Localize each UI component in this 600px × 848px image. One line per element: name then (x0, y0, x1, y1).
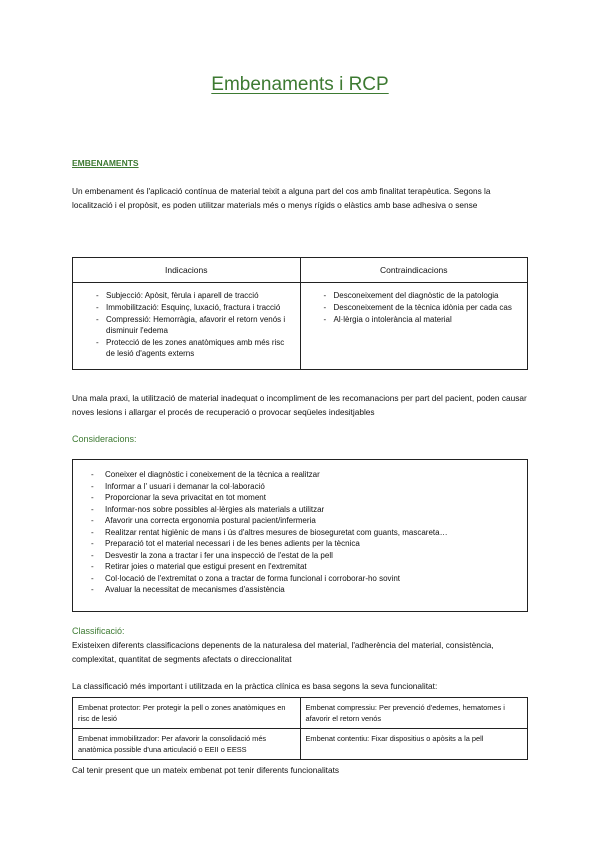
considerations-list (73, 469, 527, 596)
list-item: - Informar-nos sobre possibles al·lèrgies als materials a utilitzar (73, 504, 527, 516)
list-item: - Protecció de les zones anatòmiques amb més risc de lesió d'agents externs (74, 337, 299, 359)
section-heading-embenaments: EMBENAMENTS (72, 158, 139, 168)
page-title: Embenaments i RCP (211, 74, 389, 95)
classification-cell-contentiu: Embenat contentiu: Fixar dispositius o apòsits a la pell (300, 729, 528, 760)
list-item: - Desconeixement de la tècnica idònia per cada cas (302, 302, 527, 313)
classification-paragraph: Existeixen diferents classificacions depenents de la naturalesa del material, l'adherència del material, consistència, complexitat, quantitat de segments afectats o direccionalitat (72, 640, 494, 664)
list-item: - Coneixer el diagnòstic i coneixement de la tècnica a realitzar (73, 469, 527, 481)
indications-header: Indicacions (73, 258, 301, 283)
list-item: - Immobilització: Esquinç, luxació, fractura i tracció (74, 302, 299, 313)
considerations-box (72, 459, 528, 612)
classification-cell-protector: Embenat protector: Per protegir la pell o zones anatòmiques en risc de lesió (73, 698, 301, 729)
list-item: - Retirar joies o material que estigui present en l'extremitat (73, 561, 527, 573)
classification-heading: Classificació: (72, 626, 125, 636)
list-item: - Proporcionar la seva privacitat en tot moment (73, 492, 527, 504)
list-item: - Compressió: Hemorràgia, afavorir el retorn venós i disminuir l'edema (74, 314, 299, 336)
considerations-heading: Consideracions: (72, 434, 137, 444)
classification-cell-compressiu: Embenat compressiu: Per prevenció d'edemes, hematomes i afavorir el retorn venós (300, 698, 528, 729)
list-item: - Desconeixement del diagnòstic de la patologia (302, 290, 527, 301)
classification-cell-immobilitzador: Embenat immobilitzador: Per afavorir la consolidació més anatòmica possible d'una articulació o EEII o EESS (73, 729, 301, 760)
contraindications-list (302, 284, 527, 332)
list-item: - Col·locació de l'extremitat o zona a tractar de forma funcional i corroborar-ho sovint (73, 573, 527, 585)
indications-table (72, 257, 528, 370)
list-item: - Informar a l' usuari i demanar la col·laboració (73, 481, 527, 493)
indications-list (74, 284, 299, 366)
classification-important: La classificació més important i utilitzada en la pràctica clínica es basa segons la seva funcionalitat: (72, 681, 438, 691)
list-item: - Desvestir la zona a tractar i fer una inspecció de l'estat de la pell (73, 550, 527, 562)
list-item: - Al·lèrgia o intolerància al material (302, 314, 527, 325)
contraindications-header: Contraindicacions (300, 258, 528, 283)
list-item: - Avaluar la necessitat de mecanismes d'assistència (73, 584, 527, 596)
classification-table (72, 697, 528, 760)
classification-footer: Cal tenir present que un mateix embenat pot tenir diferents funcionalitats (72, 765, 340, 775)
list-item: - Subjecció: Apòsit, fèrula i aparell de tracció (74, 290, 299, 301)
list-item: - Afavorir una correcta ergonomia postural pacient/infermeria (73, 515, 527, 527)
list-item: - Realitzar rentat higiènic de mans i ús d'altres mesures de bioseguretat com guants, mascareta… (73, 527, 527, 539)
intro-paragraph: Un embenament és l'aplicació contínua de material teixit a alguna part del cos amb finalitat terapèutica. Segons la localització i el propòsit, es poden utilitzar materials més o menys rígids o elàstics amb base adhesiva o sense (72, 186, 491, 210)
malpractice-paragraph: Una mala praxi, la utilització de material inadequat o incompliment de les recomanacions per part del pacient, poden causar noves lesions i allargar el procés de recuperació o provocar seqüeles indesitjables (72, 393, 527, 417)
list-item: - Preparació tot el material necessari i de les benes adients per la tècnica (73, 538, 527, 550)
